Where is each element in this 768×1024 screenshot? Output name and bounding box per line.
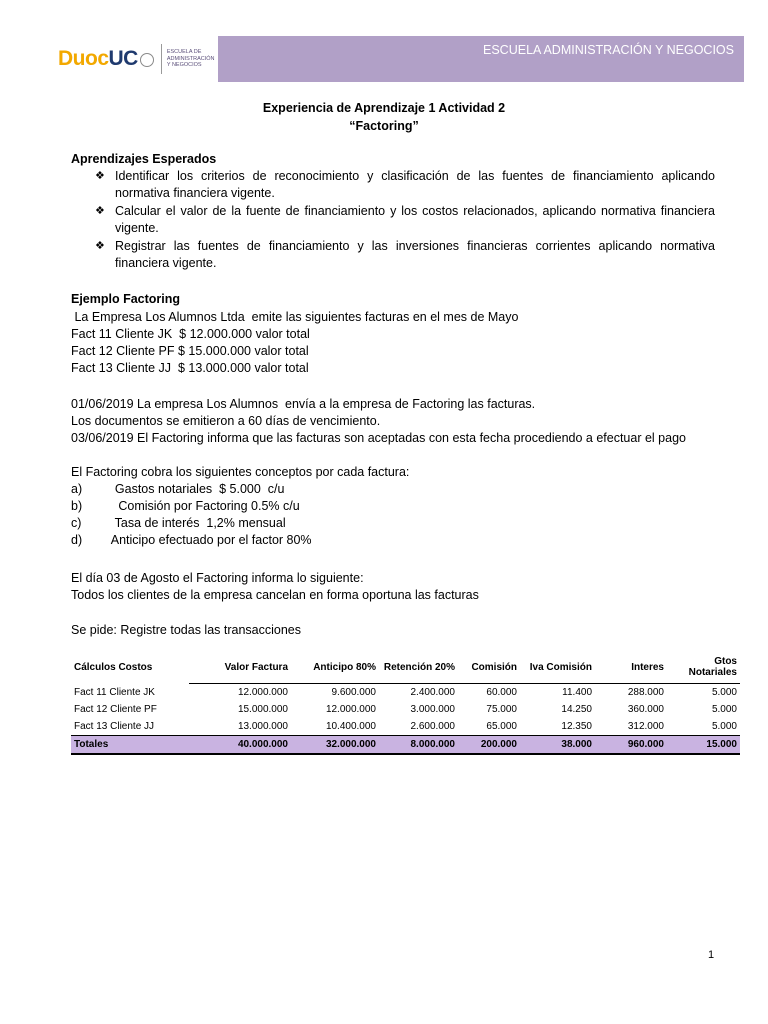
column-header: Anticipo 80% — [313, 661, 376, 673]
table-cell: 60.000 — [458, 684, 520, 702]
table-cell: 5.000 — [711, 721, 737, 732]
totals-cell: 38.000 — [520, 736, 595, 755]
column-header: Valor Factura — [224, 661, 288, 673]
list-item — [71, 532, 312, 549]
column-header: Cálculos Costos — [74, 661, 153, 673]
list-item — [71, 481, 312, 498]
totals-cell: 32.000.000 — [291, 736, 379, 755]
totals-cell: 8.000.000 — [379, 736, 458, 755]
invoice-line: Fact 12 Cliente PF $ 15.000.000 valor total — [71, 344, 309, 358]
list-item-text: Anticipo efectuado por el factor 80% — [101, 533, 312, 547]
table-cell: 65.000 — [486, 721, 517, 732]
column-header: Iva Comisión — [529, 661, 592, 673]
table-row — [71, 718, 740, 736]
ejemplo-heading: Ejemplo Factoring — [71, 292, 181, 306]
table-cell: 12.000.000 — [189, 684, 291, 702]
totals-label: Totales — [71, 736, 189, 755]
table-cell: 2.400.000 — [379, 684, 458, 702]
list-item-text: Registrar las fuentes de financiamiento y las inversiones financieras corrientes aplicando normativa financiera vigente. — [115, 239, 715, 270]
agosto-line: Todos los clientes de la empresa cancelan en forma oportuna las facturas — [71, 588, 479, 602]
conceptos-list — [71, 481, 312, 549]
totals-cell: 15.000 — [667, 736, 740, 755]
list-item — [71, 498, 312, 515]
event-line: 03/06/2019 El Factoring informa que las facturas son aceptadas con esta fecha procediendo a efectuar el pago — [71, 431, 686, 445]
list-letter: b) — [71, 499, 83, 513]
ejemplo-intro: La Empresa Los Alumnos Ltda emite las siguientes facturas en el mes de Mayo — [71, 310, 519, 324]
list-item-text: Comisión por Factoring 0.5% c/u — [101, 499, 300, 513]
table-cell: 3.000.000 — [410, 704, 455, 715]
table-cell: 288.000 — [595, 684, 667, 702]
event-line: 01/06/2019 La empresa Los Alumnos envía a la empresa de Factoring las facturas. — [71, 397, 536, 411]
logo-uc-text: UC — [108, 47, 138, 70]
table-row — [71, 684, 740, 702]
table-cell: 9.600.000 — [291, 684, 379, 702]
document-title: Experiencia de Aprendizaje 1 Actividad 2 — [262, 101, 506, 115]
list-letter: a) — [71, 482, 83, 496]
list-item — [95, 203, 715, 237]
list-item-text: Calcular el valor de la fuente de financiamiento y los costos relacionados, aplicando normativa financiera vigente. — [115, 204, 715, 235]
table-header-row — [71, 654, 740, 684]
header-band — [218, 36, 744, 82]
event-line: Los documentos se emitieron a 60 días de vencimiento. — [71, 414, 381, 428]
invoice-line: Fact 11 Cliente JK $ 12.000.000 valor total — [71, 327, 310, 341]
row-label: Fact 12 Cliente PF — [74, 704, 157, 715]
list-item-text: Identificar los criterios de reconocimiento y clasificación de las fuentes de financiamiento aplicando normativa financiera vigente. — [115, 169, 715, 200]
diamond-bullet-icon: ❖ — [95, 240, 105, 252]
table-row — [71, 701, 740, 718]
table-cell: 11.400 — [520, 684, 595, 702]
table-cell: 312.000 — [627, 721, 664, 732]
totals-row — [71, 736, 740, 755]
agosto-line: El día 03 de Agosto el Factoring informa lo siguiente: — [71, 571, 364, 585]
list-item-text: Tasa de interés 1,2% mensual — [101, 516, 286, 530]
table-cell: 5.000 — [711, 704, 737, 715]
logo-duoc-text: Duoc — [58, 47, 109, 70]
table-cell: 360.000 — [627, 704, 664, 715]
aprendizajes-list — [95, 168, 715, 273]
school-name: ESCUELA ADMINISTRACIÓN Y NEGOCIOS — [483, 43, 734, 57]
table-cell: 12.350 — [561, 721, 592, 732]
table-cell: 15.000.000 — [237, 704, 288, 715]
row-label: Fact 11 Cliente JK — [74, 686, 155, 698]
logo-divider — [161, 44, 162, 74]
list-item — [71, 515, 312, 532]
table-cell: 14.250 — [561, 704, 592, 715]
costs-table — [71, 654, 740, 755]
row-label: Fact 13 Cliente JJ — [74, 721, 155, 732]
table-cell: 12.000.000 — [325, 704, 376, 715]
seal-icon — [140, 53, 154, 67]
conceptos-intro: El Factoring cobra los siguientes conceptos por cada factura: — [71, 465, 410, 479]
diamond-bullet-icon: ❖ — [95, 170, 105, 182]
table-cell: 10.400.000 — [325, 721, 376, 732]
logo-wordmark — [58, 47, 154, 71]
list-item — [95, 238, 715, 272]
column-header: Retención 20% — [383, 661, 455, 673]
duoc-uc-logo — [58, 36, 219, 82]
column-header: Comisión — [471, 661, 517, 673]
aprendizajes-heading: Aprendizajes Esperados — [71, 152, 217, 166]
totals-cell: 200.000 — [458, 736, 520, 755]
se-pide: Se pide: Registre todas las transacciones — [71, 623, 301, 637]
invoice-line: Fact 13 Cliente JJ $ 13.000.000 valor total — [71, 361, 309, 375]
table-cell: 75.000 — [486, 704, 517, 715]
diamond-bullet-icon: ❖ — [95, 205, 105, 217]
page-number: 1 — [708, 949, 715, 961]
list-item-text: Gastos notariales $ 5.000 c/u — [101, 482, 285, 496]
logo-subtitle: ESCUELA DE ADMINISTRACIÓN Y NEGOCIOS — [166, 49, 215, 69]
table-cell: 2.600.000 — [410, 721, 455, 732]
totals-cell: 960.000 — [595, 736, 667, 755]
column-header: Interes — [631, 661, 664, 673]
list-letter: c) — [71, 516, 82, 530]
list-letter: d) — [71, 533, 83, 547]
list-item — [95, 168, 715, 202]
column-header: Gtos Notariales — [688, 656, 737, 678]
totals-cell: 40.000.000 — [189, 736, 291, 755]
table-cell: 5.000 — [667, 684, 740, 702]
document-subtitle: “Factoring” — [349, 119, 419, 133]
table-cell: 13.000.000 — [237, 721, 288, 732]
